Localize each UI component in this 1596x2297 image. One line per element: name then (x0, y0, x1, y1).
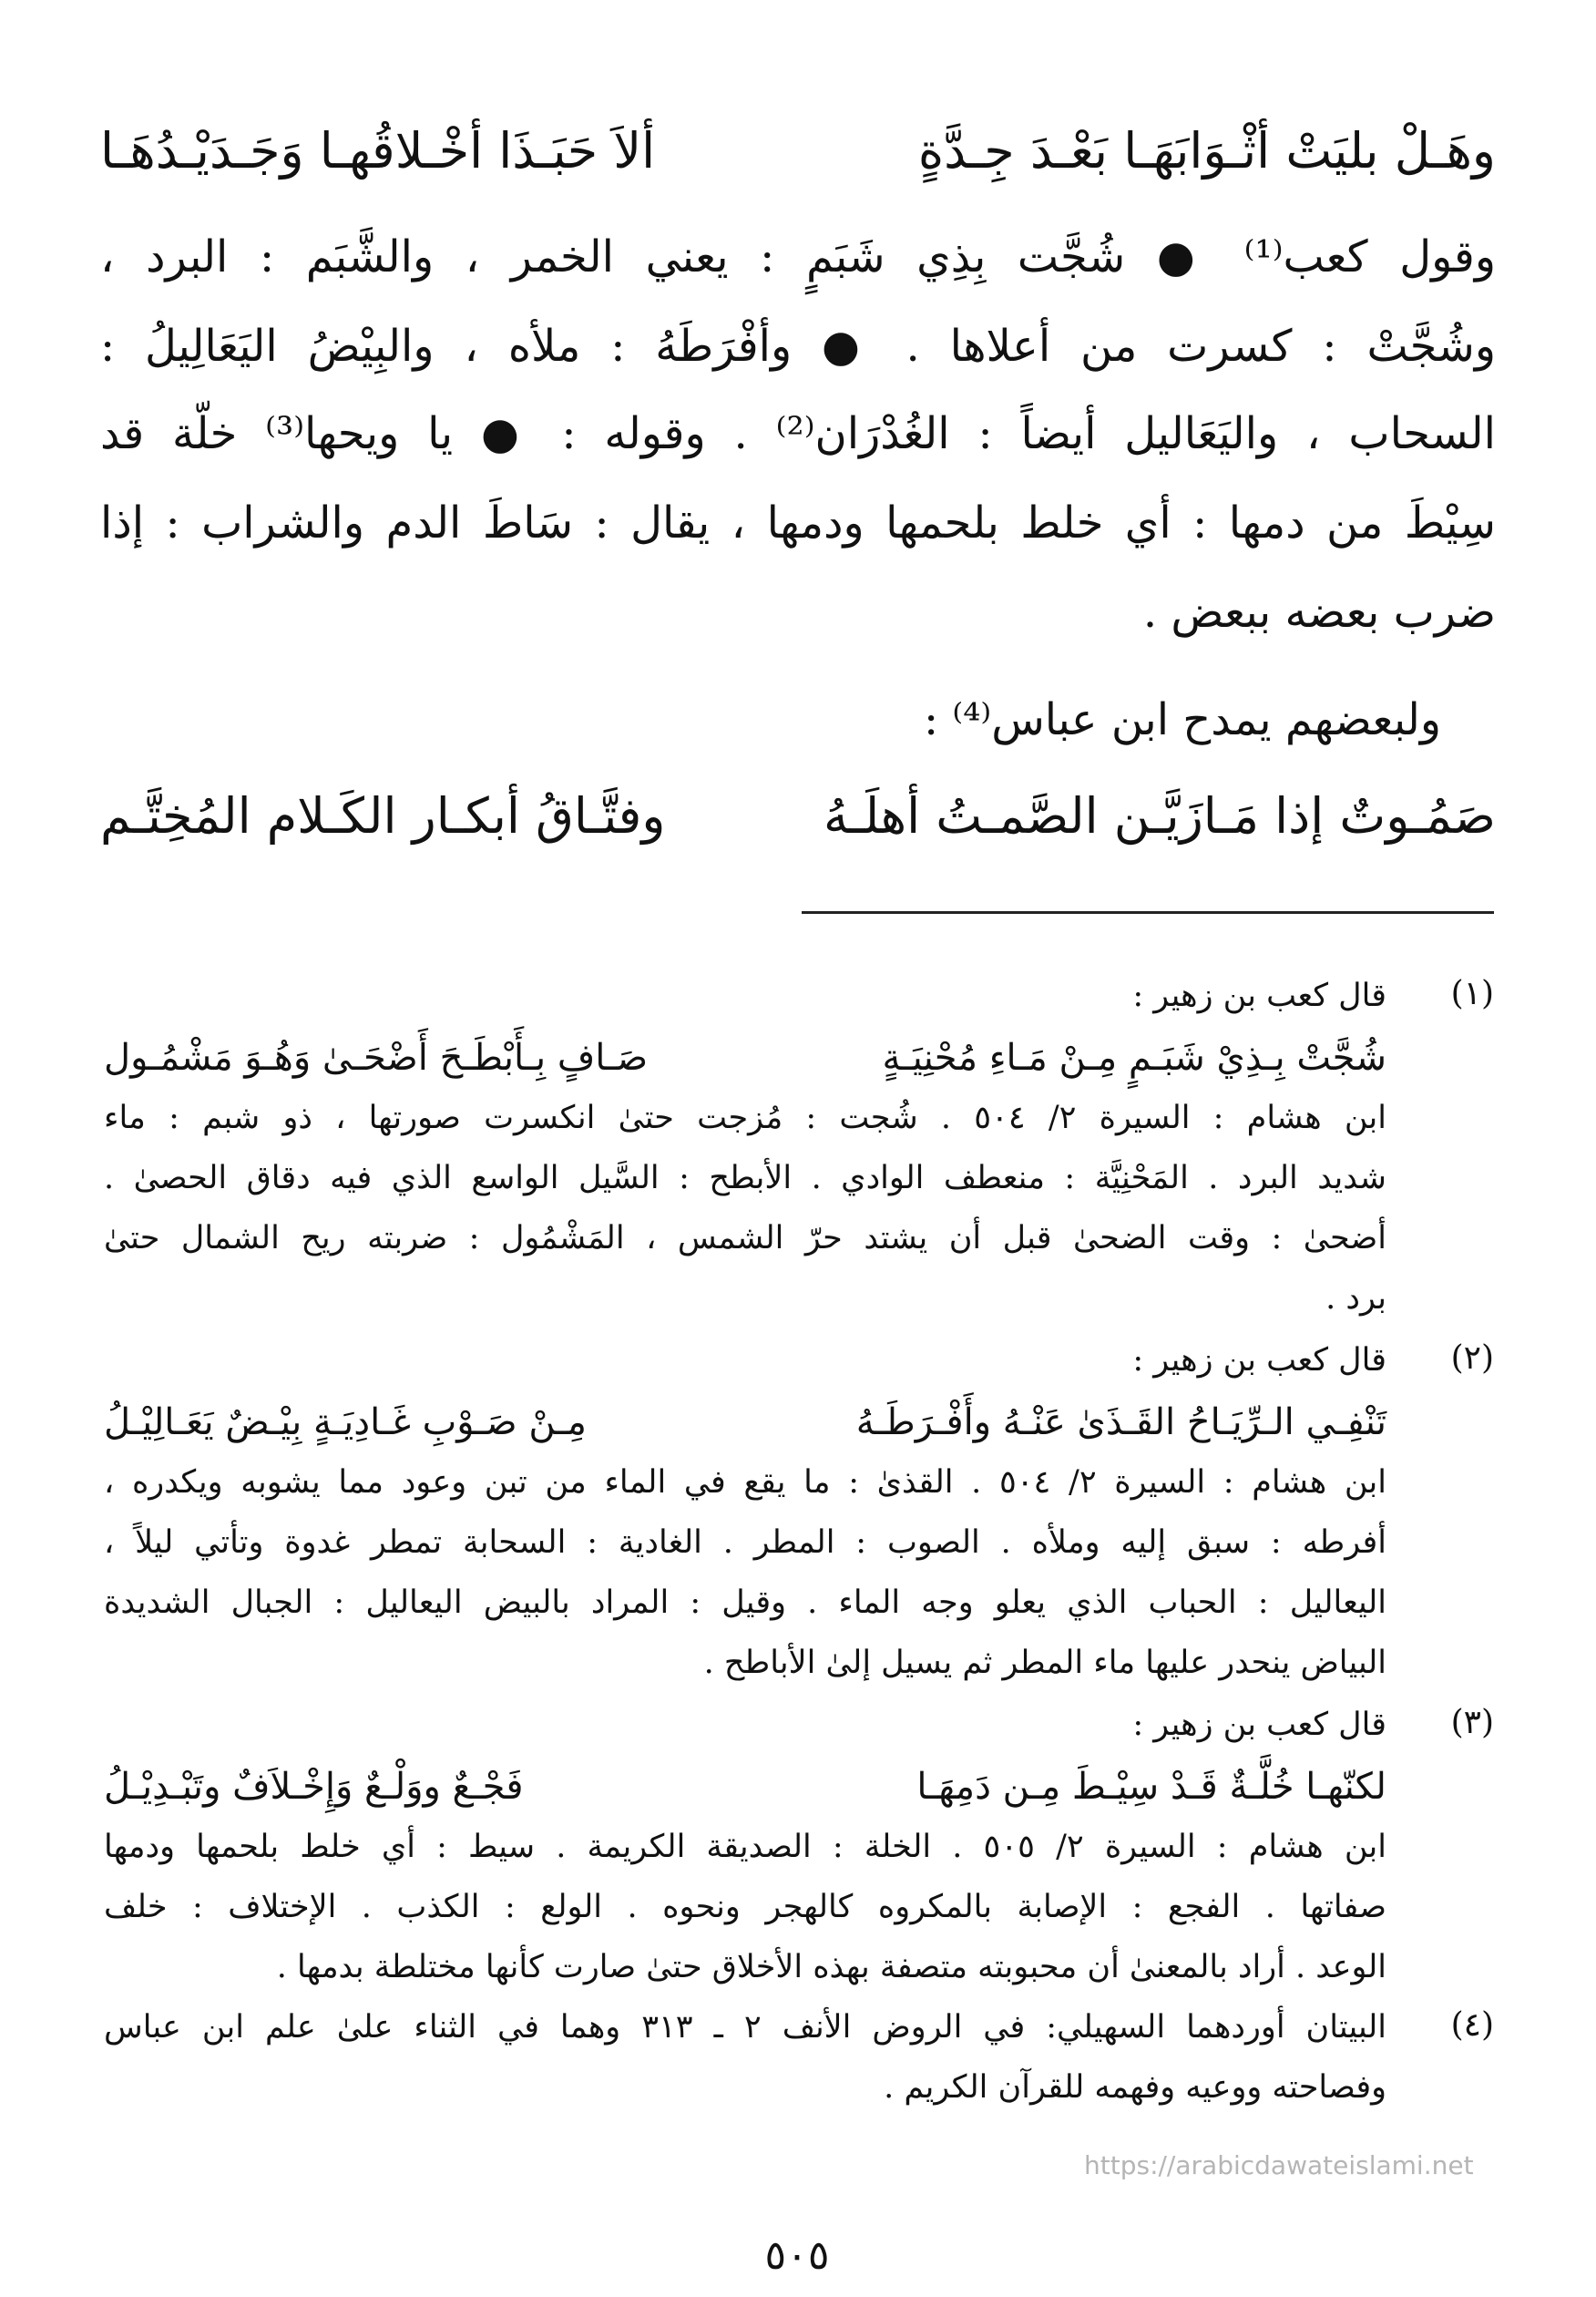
poem-verse-1 (100, 109, 1496, 191)
footnote-3-line-1: ابن هشام : السيرة ٢/ ٥٠٥ . الخلة : الصديقة الكريمة . سيط : أي خلط بلحمها ودمها (104, 1829, 1386, 1865)
footnote-1-line-2: شديد البرد . المَحْنِيَّة : منعطف الوادي . الأبطح : السَّيل الواسع الذي فيه دقاق الحصىٰ . (104, 1160, 1386, 1196)
footnote-2-heading: قال كعب بن زهير : (1132, 1342, 1386, 1379)
footnote-2-number: (٢) (1450, 1339, 1494, 1377)
main-text-line-3: السحاب ، واليَعَاليل أيضاً : الغُدْرَان⁽²⁾ . وقوله : ● يا ويحها⁽³⁾ خلّة قد (100, 408, 1496, 459)
footnote-2-line-3: اليعاليل : الحباب الذي يعلو وجه الماء . وقيل : المراد بالبيض اليعاليل : الجبال الشديدة (104, 1584, 1386, 1621)
footnote-1-line-1: ابن هشام : السيرة ٢/ ٥٠٤ . شُجت : مُزجت حتىٰ انكسرت صورتها ، ذو شبم : ماء (104, 1100, 1386, 1136)
main-text-line-5: ضرب بعضه ببعض . (1142, 587, 1496, 638)
footnote-3-verse-right: لكنّهـا خُلَّـةٌ قَـدْ سِيْـطَ مِـن دَمِهَـا (916, 1766, 1386, 1808)
main-text-line-4: سِيْطَ من دمها : أي خلط بلحمها ودمها ، يقال : سَاطَ الدم والشراب : إذا (100, 497, 1496, 549)
footnote-3-verse (104, 1757, 1386, 1817)
footnote-1-verse-right: شُجَّتْ بِـذِيْ شَبَـمٍ مِـنْ مَـاءِ مُحْنِيَـةٍ (882, 1037, 1386, 1079)
poem-verse-2 (100, 774, 1496, 856)
footnote-3-heading: قال كعب بن زهير : (1132, 1707, 1386, 1743)
footnote-4-line-2: وفصاحته ووعيه وفهمه للقرآن الكريم . (884, 2069, 1386, 2106)
footnote-2-verse (104, 1392, 1386, 1452)
page-number: ٥٠٥ (764, 2232, 830, 2279)
footnote-3-line-3: الوعد . أراد بالمعنىٰ أن محبوبته متصفة بهذه الأخلاق حتىٰ صارت كأنها مختلطة بدمها . (276, 1949, 1386, 1985)
footnote-4-number: (٤) (1450, 2006, 1494, 2044)
footnote-2-line-1: ابن هشام : السيرة ٢/ ٥٠٤ . القذىٰ : ما يقع في الماء من تبن وعود مما يشوبه ويكدره ، (104, 1464, 1386, 1501)
footnote-2-verse-left: مِـنْ صَـوْبِ غَـادِيَـةٍ بِيْـضٌ يَعَـالِيْـلُ (104, 1401, 587, 1443)
footnote-1-line-3: أضحىٰ : وقت الضحىٰ قبل أن يشتد حرّ الشمس ، المَشْمُول : ضربته ريح الشمال حتىٰ (104, 1220, 1386, 1256)
footnote-1-number: (١) (1450, 975, 1494, 1012)
poem-introduction: ولبعضهم يمدح ابن عباس⁽⁴⁾ : (923, 694, 1441, 745)
footnote-2-line-2: أفرطه : سبق إليه وملأه . الصوب : المطر . الغادية : السحابة تمطر غدوة وتأتي ليلاً ، (104, 1524, 1386, 1561)
footnote-1-heading: قال كعب بن زهير : (1132, 978, 1386, 1014)
footnote-3-verse-left: فَجْـعٌ ووَلْـعٌ وَإِخْـلاَفٌ وتَبْـدِيْـلُ (104, 1766, 524, 1808)
footnote-2-verse-right: تَنْفِـي الـرِّيَـاحُ القَـذَىٰ عَنْـهُ وأَفْـرَطَـهُ (855, 1401, 1386, 1443)
footnote-separator (802, 911, 1494, 914)
footnote-3-number: (٣) (1450, 1704, 1494, 1741)
verse-2-right-hemistich: صَمُـوتٌ إذا مَـازَيَّـن الصَّمـتُ أهلَـهُ (823, 786, 1496, 845)
verse-1-left-hemistich: ألاَ حَبَـذَا أخْـلاقُهـا وَجَـدَيْـدُهَـا (100, 121, 656, 179)
source-watermark: https://arabicdawateislami.net (1084, 2150, 1474, 2180)
footnote-1-verse-left: صَـافٍ بِـأَبْطَـحَ أَضْحَـىٰ وَهُـوَ مَشْمُـول (104, 1037, 649, 1079)
verse-2-left-hemistich: وفتَّـاقُ أبكـار الكَـلام المُخِتَّـم (100, 786, 666, 845)
footnote-3-line-2: صفاتها . الفجع : الإصابة بالمكروه كالهجر ونحوه . الولع : الكذب . الإختلاف : خلف (104, 1889, 1386, 1925)
verse-1-right-hemistich: وهَـلْ بليَتْ أثْـوَابَهَـا بَعْـدَ جِـدَّةٍ (917, 121, 1496, 179)
main-text-line-2: وشُجَّتْ : كسرت من أعلاها . ● وأفْرَطَهُ : ملأه ، والبِيْضُ اليَعَالِيلُ : (100, 321, 1496, 372)
footnote-1-line-4: برد . (1325, 1280, 1386, 1317)
footnote-2-line-4: البياض ينحدر عليها ماء المطر ثم يسيل إلىٰ الأباطح . (703, 1645, 1386, 1681)
footnote-4-line-1: البيتان أوردهما السهيلي: في الروض الأنف ٢ ـ ٣١٣ وهما في الثناء علىٰ علم ابن عباس (104, 2009, 1386, 2046)
main-text-line-1: وقول كعب⁽¹⁾ ● شُجَّت بِذِي شَبَمٍ : يعني الخمر ، والشَّبَم : البرد ، (100, 231, 1497, 282)
footnote-1-verse (104, 1028, 1386, 1088)
